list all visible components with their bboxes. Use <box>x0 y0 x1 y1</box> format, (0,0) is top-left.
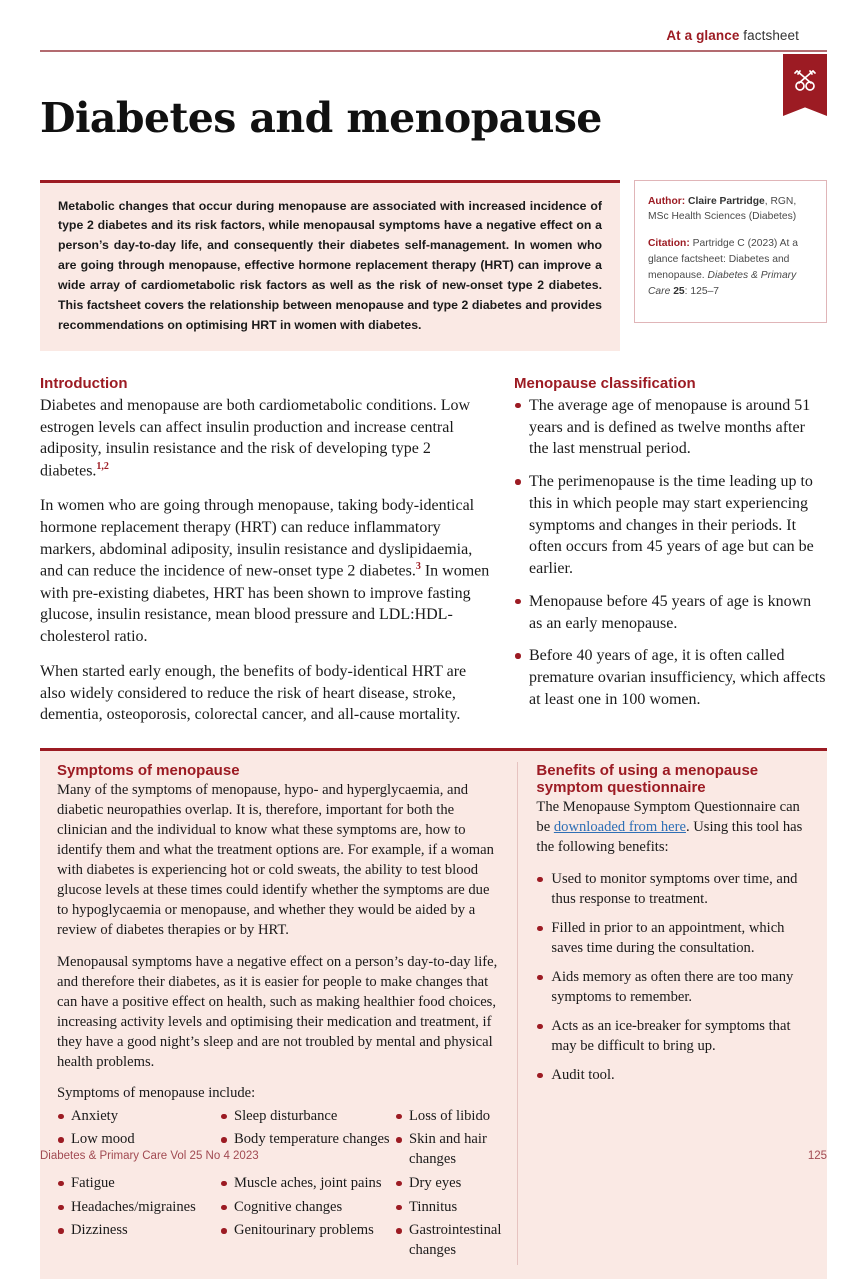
citation-journal: Diabetes & Primary Care <box>648 270 797 298</box>
symptoms-list-intro: Symptoms of menopause include: <box>57 1084 256 1101</box>
abstract-text: Metabolic changes that occur during menopause are associated with increased incidence of type 2 diabetes and its risk factors, while menopausal symptoms have a negative effect on a person’s day-to-day life, and consequently their diabetes self-management. In women who are going through menopause, effective hormone replacement therapy (HRT) can improve a wide array of cardiometabolic risk factors as well as the risk of new-onset type 2 diabetes. This factsheet covers the relationship between menopause and type 2 diabetes and provides recommendations on optimising HRT in women with diabetes. <box>58 198 602 332</box>
list-item: Body temperature changes <box>220 1130 395 1169</box>
list-item: Loss of libido <box>395 1107 501 1127</box>
list-item: Tinnitus <box>395 1198 501 1218</box>
page-title: Diabetes and menopause <box>40 93 602 142</box>
introduction-column <box>40 375 492 726</box>
intro-p2-text-b: In women with pre-existing diabetes, HRT has been shown to improve fasting glucose, insulin resistance, mean blood pressure and LDL:HDL-cholesterol ratio. <box>40 562 490 645</box>
benefits-intro-a: The Menopause Symptom Questionnaire can be <box>536 799 800 835</box>
footer-page-number: 125 <box>807 1150 827 1162</box>
list-item: Audit tool. <box>536 1066 811 1086</box>
introduction-paragraph-1 <box>40 395 492 482</box>
classification-column <box>514 375 827 726</box>
benefits-heading: Benefits of using a menopause symptom questionnaire <box>536 762 759 796</box>
list-item: The average age of menopause is around 51 years and is defined as twelve months after the last menstrual period. <box>514 395 827 460</box>
main-columns <box>0 375 867 726</box>
list-item: Headaches/migraines <box>57 1198 220 1218</box>
introduction-paragraph-3: When started early enough, the benefits of body-identical HRT are also widely considered to reduce the risk of heart disease, stroke, dementia, osteoporosis, colorectal cancer, and all-cause mortality. <box>40 662 467 724</box>
citation-volume: 25 <box>673 286 685 298</box>
reference-3: 3 <box>415 561 421 573</box>
symptoms-benefits-section <box>40 748 827 1279</box>
classification-heading: Menopause classification <box>514 374 696 392</box>
list-item: Sleep disturbance <box>220 1107 395 1127</box>
introduction-paragraph-2 <box>40 495 492 648</box>
page-footer <box>40 1150 827 1162</box>
header-label <box>40 28 827 43</box>
symptoms-column <box>40 762 518 1265</box>
author-name: Claire Partridge <box>688 195 765 207</box>
citation-line <box>648 236 814 300</box>
crossed-keys-ribbon-icon <box>783 54 827 116</box>
list-item: Dizziness <box>57 1221 220 1260</box>
classification-list <box>514 395 827 711</box>
page-header <box>0 0 867 52</box>
benefits-column <box>518 762 827 1265</box>
benefits-intro-b: . Using this tool has the following benefits: <box>536 818 803 855</box>
list-item: Dry eyes <box>395 1174 501 1194</box>
list-item: Cognitive changes <box>220 1198 395 1218</box>
introduction-heading: Introduction <box>40 374 128 392</box>
abstract-row <box>0 180 867 351</box>
list-item: Used to monitor symptoms over time, and thus response to treatment. <box>536 870 811 910</box>
benefits-list <box>536 870 811 1086</box>
symptoms-paragraph-1: Many of the symptoms of menopause, hypo- and hyperglycaemia, and diabetic neuropathies overlap. It is, therefore, important for both the clinician and the individual to know what these symptoms are, how to identify them and what the treatment options are. For example, if a woman with diabetes is experiencing hot or cold sweats, the ability to test blood glucose levels at these times could identify whether the symptoms are due to hypoglycaemia or menopause, and whether they would be aided by a review of diabetes therapies or by HRT. <box>57 782 494 938</box>
list-item: Menopause before 45 years of age is known as an early menopause. <box>514 591 827 635</box>
list-item: Low mood <box>57 1130 220 1169</box>
list-item: Gastrointestinal changes <box>395 1221 501 1260</box>
list-item: Before 40 years of age, it is often called premature ovarian insufficiency, which affects at least one in 100 women. <box>514 645 827 710</box>
benefits-intro <box>536 798 811 858</box>
list-item: Anxiety <box>57 1107 220 1127</box>
intro-p1-text: Diabetes and menopause are both cardiometabolic conditions. Low estrogen levels can affect insulin production and increase central adiposity, insulin resistance and the risk of developing type 2 diabetes. <box>40 396 471 480</box>
citation-pages: : 125–7 <box>684 286 720 298</box>
list-item: The perimenopause is the time leading up to this in which people may start experiencing symptoms and changes in their periods. It often occurs from 45 years of age but can be earlier. <box>514 471 827 580</box>
author-label: Author: <box>648 195 686 207</box>
author-citation-box <box>634 180 827 323</box>
reference-1-2: 1,2 <box>96 461 109 473</box>
abstract-box <box>40 180 620 351</box>
list-item: Aids memory as often there are too many symptoms to remember. <box>536 968 811 1008</box>
header-divider <box>40 50 827 52</box>
citation-text: Partridge C (2023) At a glance factsheet: Diabetes and menopause. <box>648 238 798 282</box>
list-item: Skin and hair changes <box>395 1130 501 1169</box>
header-label-rest: factsheet <box>739 28 799 43</box>
list-item: Filled in prior to an appointment, which saves time during the consultation. <box>536 919 811 959</box>
citation-label: Citation: <box>648 238 690 250</box>
list-item: Genitourinary problems <box>220 1221 395 1260</box>
download-questionnaire-link[interactable]: downloaded from here <box>553 818 686 835</box>
author-credentials: , RGN, MSc Health Sciences (Diabetes) <box>648 195 797 223</box>
symptoms-heading: Symptoms of menopause <box>57 762 240 779</box>
symptoms-grid <box>57 1107 501 1265</box>
intro-p2-text-a: In women who are going through menopause, taking body-identical hormone replacement therapy (HRT) can reduce inflammatory markers, abdominal adiposity, insulin resistance and dyslipidaemia, and can reduce the incidence of new-onset type 2 diabetes. <box>40 497 475 580</box>
symptoms-paragraph-2: Menopausal symptoms have a negative effect on a person’s day-to-day life, and therefore their diabetes, as it is easier for people to make changes that can have a positive effect on health, such as making healthier food choices, increasing activity levels and optimising their medication and treatment, if they have a good night’s sleep and are not troubled by mental and physical health problems. <box>57 953 498 1070</box>
author-line <box>648 194 814 226</box>
list-item: Fatigue <box>57 1174 220 1194</box>
footer-journal-reference: Diabetes & Primary Care Vol 25 No 4 2023 <box>40 1150 259 1162</box>
list-item: Acts as an ice-breaker for symptoms that may be difficult to bring up. <box>536 1017 811 1057</box>
header-label-bold: At a glance <box>666 28 740 43</box>
list-item: Muscle aches, joint pains <box>220 1174 395 1194</box>
